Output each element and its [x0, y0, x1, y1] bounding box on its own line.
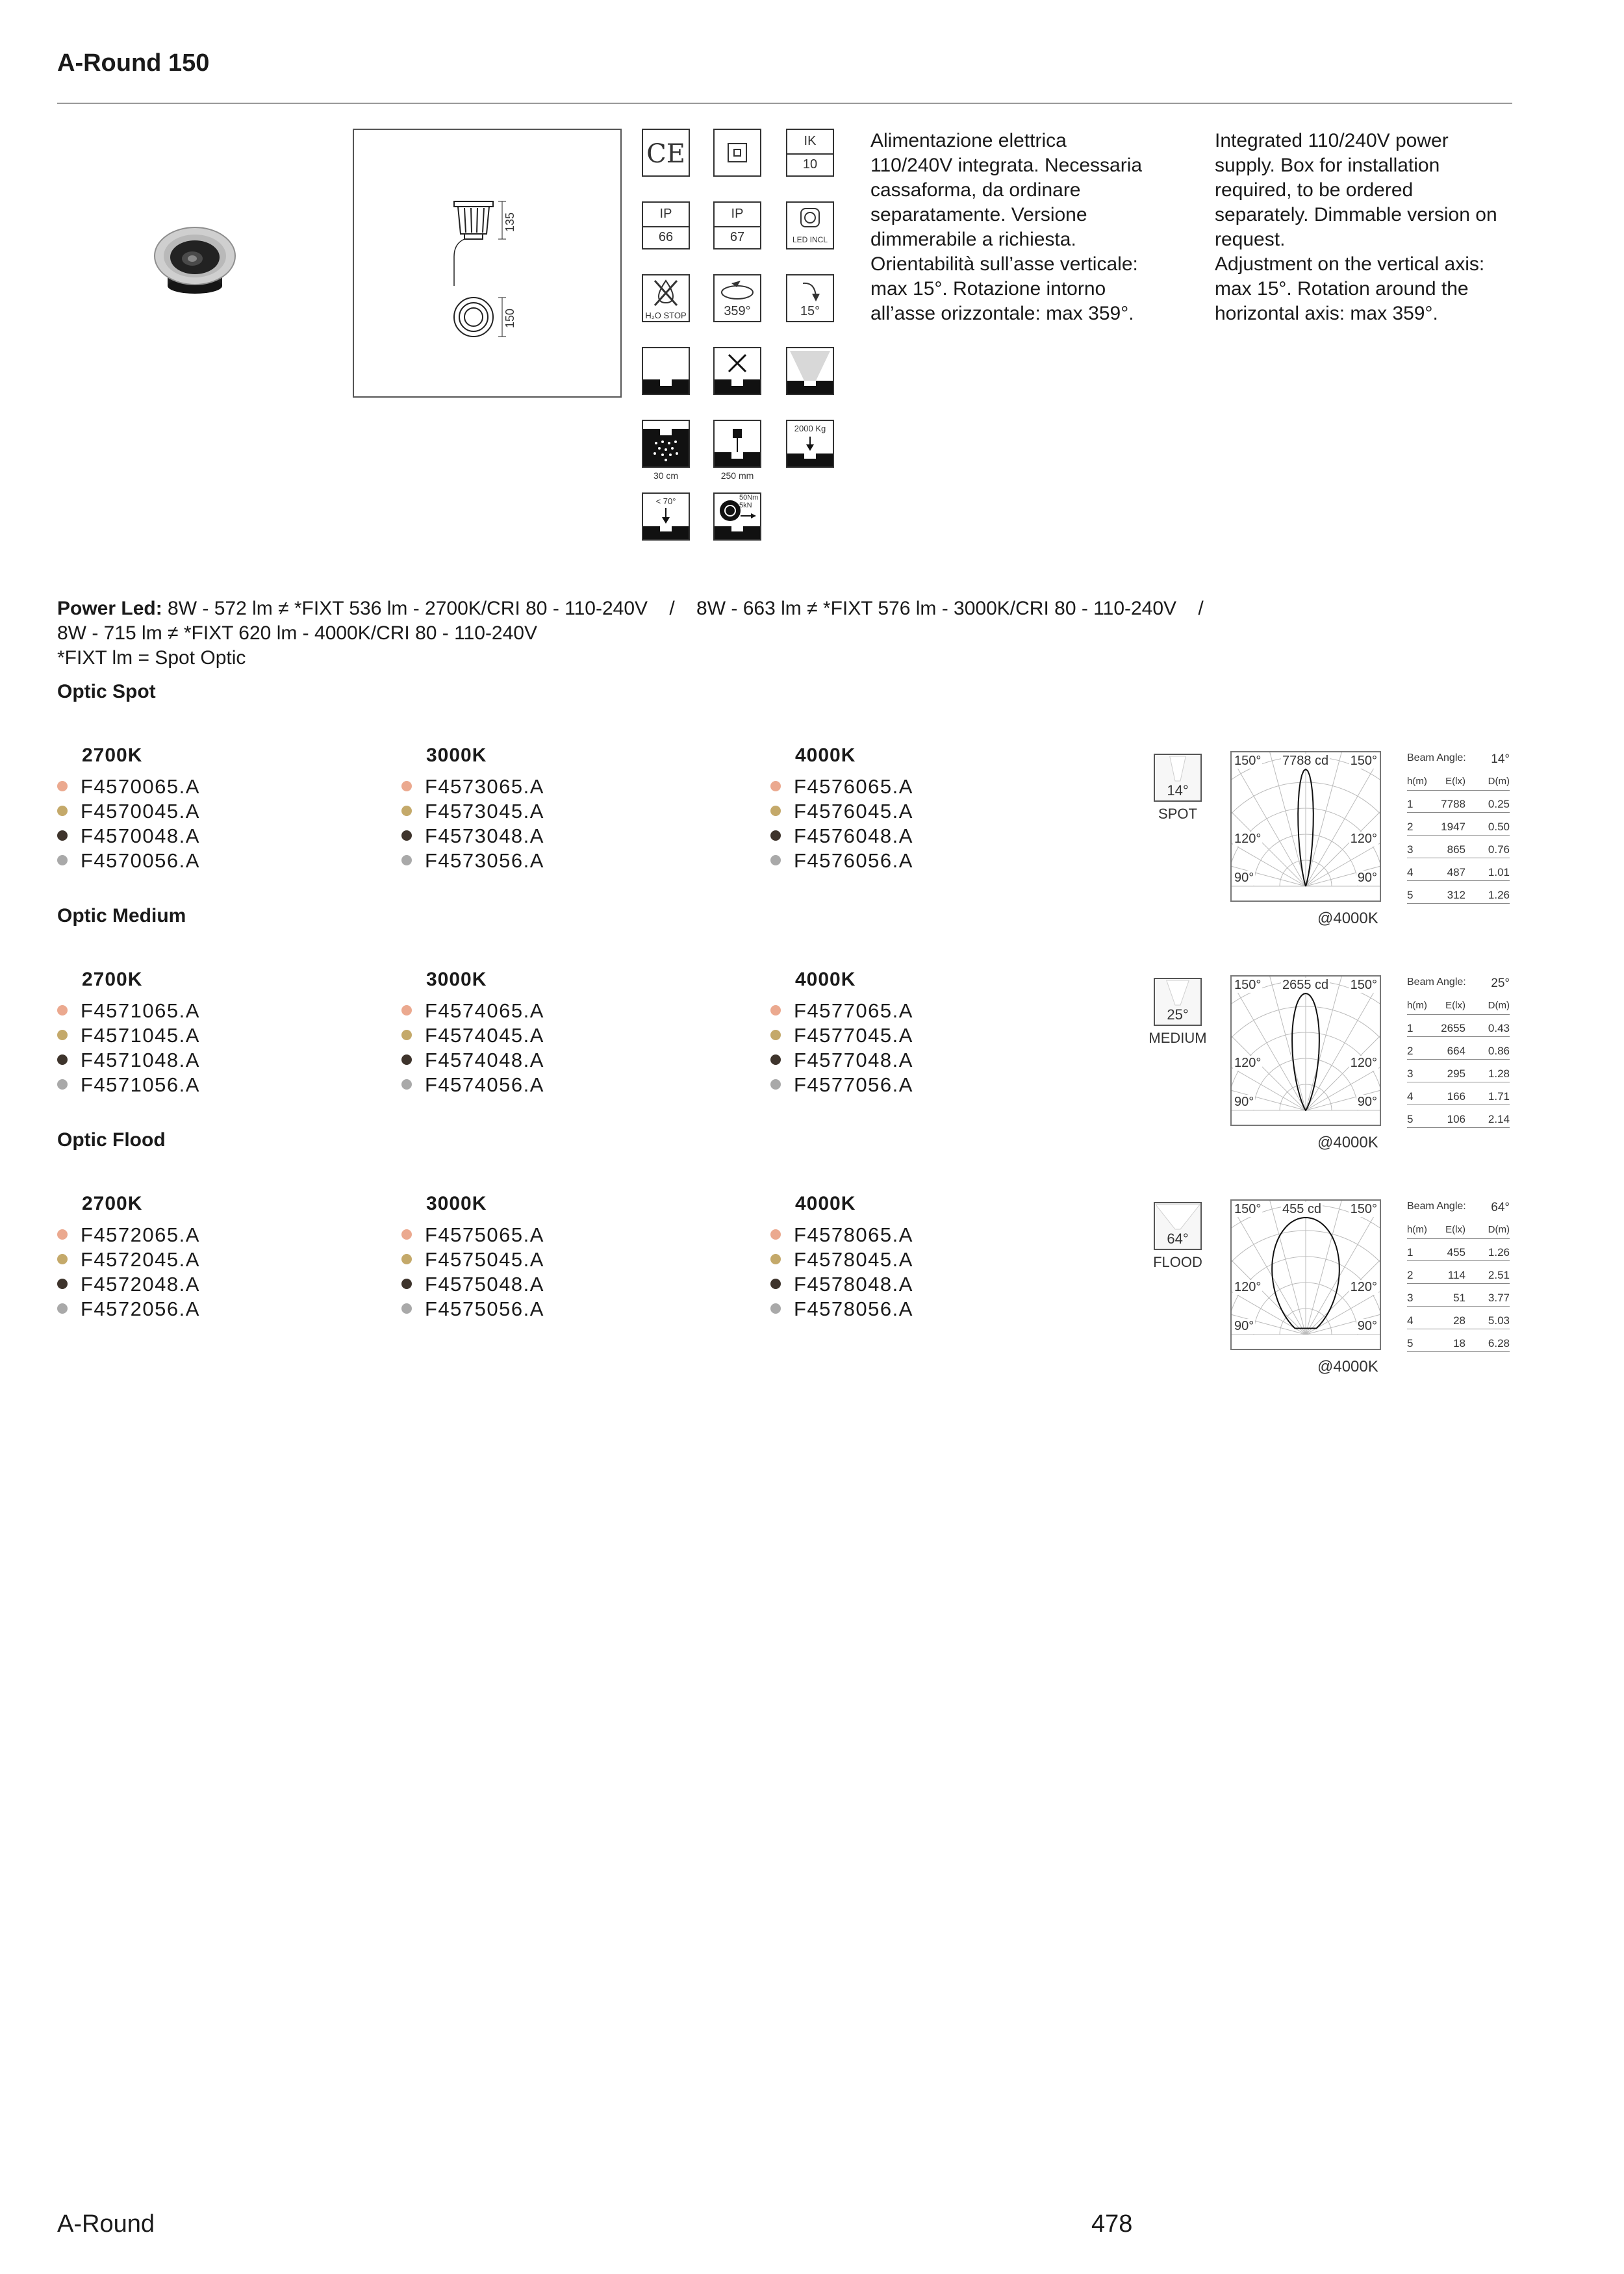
no-drive-over-icon	[713, 347, 761, 395]
table-cell: 0.86	[1488, 1045, 1510, 1057]
beam-angle-icon	[1154, 754, 1202, 802]
table-cell: 1947	[1441, 821, 1465, 833]
table-cell: 3	[1407, 1292, 1414, 1304]
product-code-row	[401, 1223, 544, 1247]
polar-label: 90°	[1357, 871, 1377, 885]
technical-drawing	[353, 129, 622, 398]
ip67-icon: IP 67	[713, 201, 761, 249]
table-cell: 5	[1407, 1113, 1414, 1125]
table-cell: 2	[1407, 1269, 1414, 1281]
beam-angle-value: 25°	[1491, 977, 1510, 990]
load-2000kg-icon: 2000 Kg	[786, 420, 834, 468]
product-code-row	[57, 1297, 200, 1322]
tilt-icon: 15°	[786, 274, 834, 322]
finish-color-swatch	[401, 1079, 412, 1090]
beam-angle-label: Beam Angle:	[1407, 1201, 1466, 1212]
table-cell: 4	[1407, 866, 1414, 878]
table-cell: 3.77	[1488, 1292, 1510, 1304]
product-code: F4575065.A	[425, 1223, 544, 1246]
table-cell: 3	[1407, 1067, 1414, 1080]
table-row	[1407, 1292, 1510, 1307]
section-title: Optic Spot	[57, 681, 156, 702]
product-code: F4575056.A	[425, 1297, 544, 1320]
product-code: F4575045.A	[425, 1248, 544, 1271]
polar-label: 2655 cd	[1282, 978, 1329, 992]
table-cell: 664	[1447, 1045, 1465, 1057]
beam-type-label: MEDIUM	[1148, 1030, 1207, 1046]
table-row	[1407, 866, 1510, 881]
table-cell: 114	[1447, 1269, 1465, 1281]
polar-label: 90°	[1234, 1319, 1254, 1333]
table-row	[1407, 1246, 1510, 1261]
product-code-row	[57, 799, 200, 824]
installation-depth-label: 250 mm	[720, 470, 754, 481]
polar-grid-ray	[1234, 986, 1306, 1110]
finish-color-swatch	[57, 1254, 68, 1264]
product-code: F4570045.A	[81, 800, 200, 823]
section-title: Optic Medium	[57, 905, 186, 926]
product-code: F4571065.A	[81, 999, 200, 1022]
product-photo	[149, 214, 240, 305]
table-cell: 0.43	[1488, 1022, 1510, 1034]
torque-icon	[713, 492, 761, 541]
polar-label: 90°	[1357, 1319, 1377, 1333]
finish-color-swatch	[770, 1303, 781, 1314]
table-header-cell: h(m)	[1407, 776, 1427, 787]
product-code-row	[401, 1272, 544, 1297]
finish-color-swatch	[401, 1279, 412, 1289]
product-code: F4576056.A	[794, 849, 913, 872]
color-temp-note: @4000K	[1317, 1358, 1378, 1375]
beam-angle-value: 25°	[1167, 1006, 1189, 1023]
beam-angle-value: 14°	[1491, 752, 1510, 766]
product-code-row	[401, 1073, 544, 1097]
description-en: Integrated 110/240V power supply. Box for installation required, to be ordered separately. Dimmable version on request. Adjustment on the vertical axis: max 15°. Rotation around the horizontal axis: max 359°.	[1215, 130, 1497, 324]
polar-label: 150°	[1350, 1202, 1377, 1216]
product-code: F4572048.A	[81, 1273, 200, 1296]
polar-label: 7788 cd	[1282, 754, 1329, 768]
product-code: F4575048.A	[425, 1273, 544, 1296]
product-code-row	[401, 824, 544, 849]
table-cell: 865	[1447, 843, 1465, 856]
product-code: F4572056.A	[81, 1297, 200, 1320]
finish-color-swatch	[770, 1030, 781, 1040]
finish-color-swatch	[57, 1303, 68, 1314]
table-cell: 166	[1447, 1090, 1465, 1103]
page-title: A-Round 150	[57, 49, 210, 77]
product-code-row	[401, 1048, 544, 1073]
table-row	[1407, 889, 1510, 904]
product-code: F4578056.A	[794, 1297, 913, 1320]
table-header-cell: E(lx)	[1445, 1224, 1465, 1235]
table-cell: 1	[1407, 1022, 1414, 1034]
table-cell: 4	[1407, 1314, 1414, 1327]
finish-color-swatch	[401, 1254, 412, 1264]
product-code: F4573048.A	[425, 824, 544, 847]
beam-angle-row	[1407, 1201, 1510, 1215]
color-temperature-heading: 2700K	[82, 1193, 143, 1214]
table-cell: 0.50	[1488, 821, 1510, 833]
table-header-row	[1407, 776, 1510, 791]
color-temperature-heading: 2700K	[82, 969, 143, 990]
gravel-depth-label: 30 cm	[653, 470, 679, 481]
color-temperature-heading: 4000K	[795, 745, 856, 766]
power-led-info	[57, 596, 1551, 671]
product-code-row	[57, 774, 200, 799]
h2o-stop-icon: H₂O STOP	[642, 274, 690, 322]
table-cell: 1.71	[1488, 1090, 1510, 1103]
product-code-row	[770, 1297, 913, 1322]
polar-grid-ray	[1269, 752, 1306, 886]
product-code: F4578065.A	[794, 1223, 913, 1246]
polar-label: 120°	[1234, 1280, 1262, 1294]
polar-grid-ray	[1306, 1201, 1343, 1335]
beam-type-label: SPOT	[1158, 806, 1197, 822]
product-code-row	[401, 774, 544, 799]
product-code-row	[770, 849, 913, 873]
product-code: F4570056.A	[81, 849, 200, 872]
finish-color-swatch	[401, 1005, 412, 1016]
beam-angle-value: 64°	[1491, 1201, 1510, 1214]
product-code: F4574065.A	[425, 999, 544, 1022]
beam-angle-label: Beam Angle:	[1407, 752, 1466, 763]
table-row	[1407, 1314, 1510, 1329]
polar-label: 120°	[1234, 832, 1262, 846]
table-cell: 28	[1453, 1314, 1465, 1327]
table-cell: 2	[1407, 1045, 1414, 1057]
finish-color-swatch	[401, 806, 412, 816]
ip66-icon: IP 66	[642, 201, 690, 249]
polar-label: 150°	[1234, 1202, 1262, 1216]
polar-grid-ray	[1306, 752, 1343, 886]
table-cell: 4	[1407, 1090, 1414, 1103]
walkover-icon	[642, 347, 690, 395]
table-cell: 6.28	[1488, 1337, 1510, 1349]
product-code-row	[57, 999, 200, 1023]
color-temperature-heading: 4000K	[795, 969, 856, 990]
polar-label: 90°	[1234, 871, 1254, 885]
finish-color-swatch	[401, 855, 412, 865]
product-code: F4570048.A	[81, 824, 200, 847]
product-code: F4573045.A	[425, 800, 544, 823]
table-header-row	[1407, 1224, 1510, 1239]
table-row	[1407, 1269, 1510, 1284]
polar-diagram	[1230, 975, 1381, 1126]
finish-color-swatch	[57, 1079, 68, 1090]
product-code: F4577048.A	[794, 1049, 913, 1071]
product-code: F4578045.A	[794, 1248, 913, 1271]
gravel-drainage-icon	[642, 420, 690, 468]
power-led-line3: *FIXT lm = Spot Optic	[57, 647, 246, 669]
table-cell: 1.26	[1488, 889, 1510, 901]
finish-color-swatch	[770, 1279, 781, 1289]
product-code-row	[57, 1223, 200, 1247]
product-code-row	[770, 1272, 913, 1297]
color-temperature-heading: 3000K	[426, 745, 487, 766]
product-code: F4577065.A	[794, 999, 913, 1022]
polar-label: 120°	[1350, 1280, 1377, 1294]
table-cell: 487	[1447, 866, 1465, 878]
product-code: F4574048.A	[425, 1049, 544, 1071]
table-cell: 1	[1407, 798, 1414, 810]
page-number: 478	[1091, 2210, 1133, 2238]
product-code-row	[770, 1048, 913, 1073]
product-code-row	[401, 1023, 544, 1048]
polar-label: 90°	[1234, 1095, 1254, 1109]
finish-color-swatch	[770, 1229, 781, 1240]
finish-color-swatch	[57, 1054, 68, 1065]
beam-angle-icon	[1154, 1202, 1202, 1250]
product-code-row	[770, 1247, 913, 1272]
product-code-row	[770, 774, 913, 799]
color-temperature-heading: 3000K	[426, 1193, 487, 1214]
finish-color-swatch	[401, 1303, 412, 1314]
polar-label: 455 cd	[1282, 1202, 1322, 1216]
polar-label: 120°	[1350, 832, 1377, 846]
beam-cone-shape	[1156, 1205, 1200, 1229]
product-code-row	[57, 1272, 200, 1297]
product-code-row	[401, 849, 544, 873]
table-row	[1407, 1090, 1510, 1105]
finish-color-swatch	[57, 1229, 68, 1240]
polar-grid-ray	[1269, 1201, 1306, 1335]
rotation-icon: 359°	[713, 274, 761, 322]
finish-color-swatch	[57, 1005, 68, 1016]
table-cell: 2.14	[1488, 1113, 1510, 1125]
finish-color-swatch	[770, 1005, 781, 1016]
finish-color-swatch	[770, 1254, 781, 1264]
section-title: Optic Flood	[57, 1129, 166, 1151]
finish-color-swatch	[770, 781, 781, 791]
product-code-row	[401, 799, 544, 824]
product-code: F4570065.A	[81, 775, 200, 798]
product-code: F4574045.A	[425, 1024, 544, 1047]
product-code-row	[57, 1247, 200, 1272]
table-cell: 1.01	[1488, 866, 1510, 878]
product-code: F4576065.A	[794, 775, 913, 798]
table-cell: 5.03	[1488, 1314, 1510, 1327]
dim-bottom: 150	[503, 308, 516, 329]
finish-color-swatch	[401, 830, 412, 841]
product-code: F4578048.A	[794, 1273, 913, 1296]
table-cell: 7788	[1441, 798, 1465, 810]
product-code-row	[57, 1073, 200, 1097]
finish-color-swatch	[57, 806, 68, 816]
power-led-line2: 8W - 715 lm ≠ *FIXT 620 lm - 4000K/CRI 80 - 110-240V	[57, 622, 537, 644]
table-cell: 1.26	[1488, 1246, 1510, 1258]
table-header-cell: D(m)	[1488, 776, 1510, 787]
polar-label: 120°	[1234, 1056, 1262, 1070]
polar-label: 150°	[1234, 754, 1262, 768]
product-code: F4572065.A	[81, 1223, 200, 1246]
led-included-icon: LED INCL	[786, 201, 834, 249]
product-code-row	[770, 799, 913, 824]
color-temperature-heading: 3000K	[426, 969, 487, 990]
finish-color-swatch	[57, 855, 68, 865]
table-header-row	[1407, 1000, 1510, 1015]
table-cell: 106	[1447, 1113, 1465, 1125]
product-code-row	[770, 1023, 913, 1048]
product-code: F4571048.A	[81, 1049, 200, 1071]
finish-color-swatch	[57, 781, 68, 791]
finish-color-swatch	[770, 830, 781, 841]
polar-grid-ray	[1306, 986, 1377, 1110]
product-code-row	[770, 824, 913, 849]
polar-label: 150°	[1350, 754, 1377, 768]
polar-grid-ray	[1234, 1210, 1306, 1335]
product-code: F4576048.A	[794, 824, 913, 847]
polar-grid-ray	[1306, 1210, 1377, 1335]
beam-cone-shape	[1170, 756, 1186, 781]
polar-grid-ray	[1306, 762, 1377, 886]
light-beam-up-icon	[786, 347, 834, 395]
table-cell: 1	[1407, 1246, 1414, 1258]
finish-color-swatch	[57, 1279, 68, 1289]
product-code: F4573056.A	[425, 849, 544, 872]
dim-top: 135	[503, 212, 516, 233]
product-code-row	[770, 1073, 913, 1097]
product-code: F4577056.A	[794, 1073, 913, 1096]
table-header-cell: h(m)	[1407, 1000, 1427, 1011]
beam-type-label: FLOOD	[1153, 1254, 1202, 1270]
beam-cone-shape	[1167, 980, 1189, 1005]
table-row	[1407, 843, 1510, 858]
product-code-row	[57, 849, 200, 873]
polar-label: 150°	[1234, 978, 1262, 992]
header-divider	[57, 103, 1512, 104]
color-temperature-heading: 2700K	[82, 745, 143, 766]
table-cell: 51	[1453, 1292, 1465, 1304]
product-code-row	[401, 1297, 544, 1322]
finish-color-swatch	[770, 1079, 781, 1090]
power-led-label: Power Led:	[57, 598, 162, 619]
color-temp-note: @4000K	[1317, 1134, 1378, 1151]
product-code: F4576045.A	[794, 800, 913, 823]
table-header-cell: E(lx)	[1445, 776, 1465, 787]
ik10-icon: IK 10	[786, 129, 834, 177]
finish-color-swatch	[401, 1030, 412, 1040]
table-cell: 3	[1407, 843, 1414, 856]
table-row	[1407, 1067, 1510, 1082]
table-header-cell: D(m)	[1488, 1000, 1510, 1011]
table-row	[1407, 1113, 1510, 1128]
table-cell: 5	[1407, 1337, 1414, 1349]
product-code-row	[57, 824, 200, 849]
finish-color-swatch	[770, 806, 781, 816]
table-row	[1407, 1337, 1510, 1352]
torque-kn-label: 5kN	[739, 502, 752, 509]
table-row	[1407, 1022, 1510, 1037]
product-code: F4571045.A	[81, 1024, 200, 1047]
max-tilt-70-icon: < 70°	[642, 492, 690, 541]
footer-product: A-Round	[57, 2210, 155, 2238]
table-cell: 0.76	[1488, 843, 1510, 856]
product-code-row	[401, 1247, 544, 1272]
product-code: F4573065.A	[425, 775, 544, 798]
ce-mark-icon: CE	[642, 129, 690, 177]
color-temperature-heading: 4000K	[795, 1193, 856, 1214]
product-code: F4571056.A	[81, 1073, 200, 1096]
beam-angle-row	[1407, 977, 1510, 991]
beam-angle-value: 64°	[1167, 1231, 1189, 1247]
table-cell: 18	[1453, 1337, 1465, 1349]
table-row	[1407, 1045, 1510, 1060]
table-cell: 295	[1447, 1067, 1465, 1080]
finish-color-swatch	[401, 781, 412, 791]
table-header-cell: E(lx)	[1445, 1000, 1465, 1011]
product-code: F4572045.A	[81, 1248, 200, 1271]
table-row	[1407, 821, 1510, 836]
table-cell: 0.25	[1488, 798, 1510, 810]
table-header-cell: h(m)	[1407, 1224, 1427, 1235]
polar-label: 90°	[1357, 1095, 1377, 1109]
product-code-row	[770, 1223, 913, 1247]
product-code-row	[770, 999, 913, 1023]
table-header-cell: D(m)	[1488, 1224, 1510, 1235]
product-code: F4574056.A	[425, 1073, 544, 1096]
finish-color-swatch	[57, 1030, 68, 1040]
table-cell: 455	[1447, 1246, 1465, 1258]
color-temp-note: @4000K	[1317, 910, 1378, 927]
finish-color-swatch	[401, 1054, 412, 1065]
polar-label: 120°	[1350, 1056, 1377, 1070]
table-row	[1407, 798, 1510, 813]
table-cell: 1.28	[1488, 1067, 1510, 1080]
finish-color-swatch	[57, 830, 68, 841]
product-code-row	[401, 999, 544, 1023]
installation-depth-icon	[713, 420, 761, 468]
finish-color-swatch	[770, 855, 781, 865]
beam-angle-row	[1407, 752, 1510, 767]
polar-grid-ray	[1234, 762, 1306, 886]
beam-angle-value: 14°	[1167, 782, 1189, 798]
table-cell: 312	[1447, 889, 1465, 901]
finish-color-swatch	[401, 1229, 412, 1240]
table-cell: 2.51	[1488, 1269, 1510, 1281]
product-code-row	[57, 1048, 200, 1073]
class-ii-icon	[713, 129, 761, 177]
polar-diagram	[1230, 751, 1381, 902]
power-led-line1: 8W - 572 lm ≠ *FIXT 536 lm - 2700K/CRI 80 - 110-240V / 8W - 663 lm ≠ *FIXT 576 lm - 3000K/CRI 80 - 110-240V /	[162, 598, 1204, 619]
table-cell: 2	[1407, 821, 1414, 833]
drawing-svg	[354, 130, 620, 396]
beam-angle-label: Beam Angle:	[1407, 977, 1466, 988]
table-cell: 2655	[1441, 1022, 1465, 1034]
product-code-row	[57, 1023, 200, 1048]
polar-diagram	[1230, 1199, 1381, 1350]
product-code: F4577045.A	[794, 1024, 913, 1047]
description-it: Alimentazione elettrica 110/240V integrata. Necessaria cassaforma, da ordinare separatamente. Versione dimmerabile a richiesta. Orientabilità sull’asse verticale: max 15°. Rotazione intorno all’asse orizzontale: max 359°.	[870, 130, 1143, 324]
finish-color-swatch	[770, 1054, 781, 1065]
beam-angle-icon	[1154, 978, 1202, 1026]
table-cell: 5	[1407, 889, 1414, 901]
polar-label: 150°	[1350, 978, 1377, 992]
torque-nm-label: 50Nm	[739, 494, 759, 502]
